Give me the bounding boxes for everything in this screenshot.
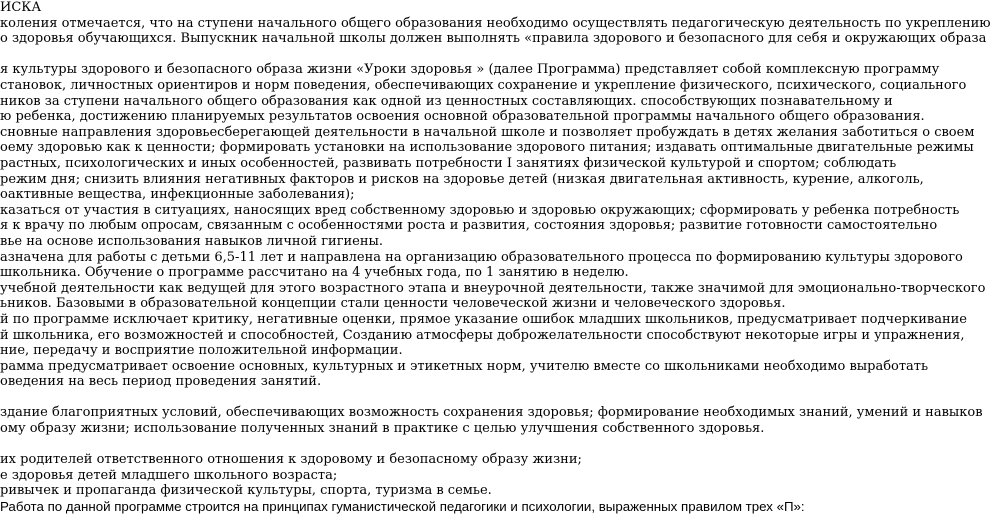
doc-line: становок, личностных ориентиров и норм поведения, обеспечивающих сохранение и укрепление физического, психического, социального [0,78,967,93]
doc-line: здание благоприятных условий, обеспечивающих возможность сохранения здоровья; формирование необходимых знаний, умений и навыков [0,405,983,421]
doc-line: о здоровья обучающихся. Выпускник начальной школы должен выполнять «правила здорового и безопасного для себя и окружающих образа [0,31,987,47]
doc-line: режим дня; снизить влияния негативных факторов и рисков на здоровье детей (низкая двигательная активность, курение, алкоголь, [0,171,924,187]
doc-line: оведения на весь период проведения занятий. [0,374,322,390]
doc-line: оему здоровью как к ценности; формировать установки на использование здорового питания; издавать оптимальные двигательные режимы [0,140,974,156]
doc-line-sans: Работа по данной программе строится на принципах гуманистической педагогики и психологии, выраженных правилом трех «П»: [0,499,805,514]
doc-line: ривычек и пропаганда физической культуры, спорта, туризма в семье. [0,483,492,499]
doc-line: я к врачу по любым опросам, связанным с особенностями роста и развития, состояния здоровья; развитие готовности самостоятельно [0,218,938,234]
doc-line: их родителей ответственного отношения к здоровому и безопасному образу жизни; [0,452,582,468]
doc-line: казаться от участия в ситуациях, наносящих вред собственному здоровью и здоровью окружающих; сформировать у ребенка потребность [0,202,960,218]
doc-line: я культуры здорового и безопасного образа жизни «Уроки здоровья » (далее Программа) представляет собой комплексную программу [0,62,940,78]
doc-line: азначена для работы с детьми 6,5-11 лет и направлена на организацию образовательного процесса по формированию культуры здорового [0,249,963,265]
doc-line: й по программе исключает критику, негативные оценки, прямое указание ошибок младших школьников, предусматривает подчеркивание [0,311,967,327]
doc-line: е здоровья детей младшего школьного возраста; [0,467,338,483]
doc-line: ьников. Базовыми в образовательной концепции стали ценности человеческой жизни и человеческого здоровья. [0,296,786,312]
doc-line: ников за ступени начального общего образования как одной из ценностных составляющих. способствующих познавательному и [0,93,893,109]
doc-line: школьника. Обучение о программе рассчитано на 4 учебных года, по 1 занятию в неделю. [0,265,629,281]
doc-line: вье на основе использования навыков личной гигиены. [0,233,384,249]
doc-line: оактивные вещества, инфекционные заболевания); [0,187,355,203]
doc-line: растных, психологических и иных особенностей, развивать потребности I занятиях физической культурой и спортом; соблюдать [0,155,897,171]
doc-line: ому образу жизни; использование полученных знаний в практике с целью улучшения собственного здоровья. [0,421,765,436]
doc-line: ю ребенка, достижению планируемых результатов освоения основной образовательной программы начального общего образования. [0,109,925,125]
doc-line: рамма предусматривает освоение основных, культурных и этикетных норм, учителю вместе со школьниками необходимо выработать [0,358,929,374]
doc-line: й школьника, его возможностей и способностей, Созданию атмосферы доброжелательности способствуют некоторые игры и упражнения, [0,327,965,343]
doc-line: ние, передачу и восприятие положительной информации. [0,343,403,359]
doc-line: учебной деятельности как ведущей для этого возрастного этапа и внеурочной деятельности, также значимой для эмоционально-творческого [0,280,986,296]
doc-line: коления отмечается, что на ступени начального общего образования необходимо осуществлять педагогическую деятельность по укреплению [0,15,991,31]
doc-line: сновные направления здоровьесберегающей деятельности в начальной школе и позволяет пробуждать в детях желания заботиться о своем [0,124,975,140]
doc-heading: ИСКА [0,0,42,15]
